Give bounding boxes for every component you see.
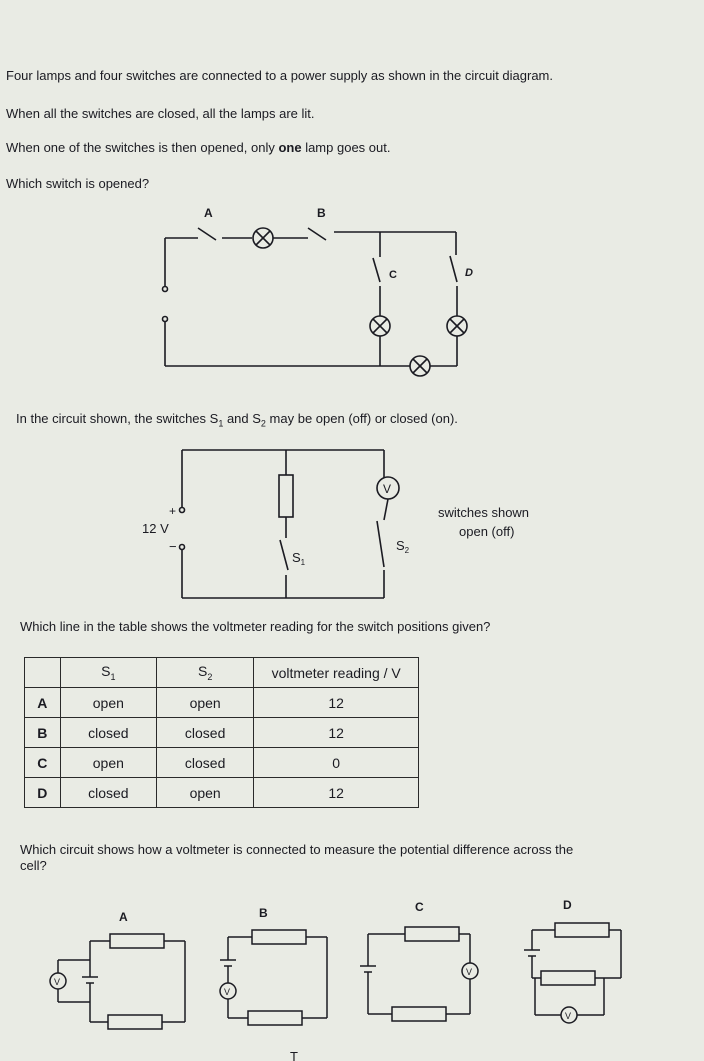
supply-label: 12 V [142,521,169,536]
q2-intro-mid: and S [223,411,261,426]
q1-line3-post: lamp goes out. [301,140,391,155]
switches-note-line2: open (off) [459,524,515,539]
option-a-voltmeter: V [54,977,61,987]
row-reading: 12 [254,718,419,748]
row-s2: open [157,778,254,808]
cut-off-text: T [290,1049,298,1061]
row-key: B [25,718,61,748]
q1-line2: When all the switches are closed, all the lamps are lit. [6,106,315,121]
q2-intro-sub1: 1 [218,418,224,429]
row-reading: 12 [254,778,419,808]
option-d-circuit [524,923,621,1023]
switch-label-c: C [389,269,397,281]
switch-label-d: D [465,267,473,279]
switch-label-b: B [317,206,326,220]
option-label-d: D [563,898,572,912]
header-s2-letter: S [197,663,208,680]
q1-line4: Which switch is opened? [6,176,150,191]
option-b-circuit [220,930,327,1025]
q2-intro-sub2: 2 [260,418,266,429]
q3-question-line2: cell? [20,858,47,873]
row-s1: open [60,748,156,778]
q2-question: Which line in the table shows the voltmeter reading for the switch positions given? [20,619,491,634]
row-reading: 0 [254,748,419,778]
q1-line3-bold: one [278,140,302,155]
row-s1: closed [60,778,156,808]
option-label-a: A [119,910,128,924]
row-s1: closed [60,718,156,748]
option-c-circuit [360,927,478,1021]
header-s1-sub: 1 [110,671,116,682]
q1-line3-pre: When one of the switches is then opened, only [6,140,279,155]
q3-question-line1: Which circuit shows how a voltmeter is connected to measure the potential difference across the [20,842,574,857]
voltmeter-label: V [383,482,392,496]
q2-intro-pre: In the circuit shown, the switches S [16,411,219,426]
row-reading: 12 [254,688,419,718]
option-c-voltmeter: V [466,967,473,977]
option-a-circuit [50,934,185,1029]
switches-note-line1: switches shown [438,505,530,520]
row-key: C [25,748,61,778]
supply-plus: + [169,504,177,518]
header-s2-sub: 2 [207,671,213,682]
q2-intro-post: may be open (off) or closed (on). [265,411,458,426]
switch-s1-sub: 1 [300,558,306,567]
option-label-b: B [259,906,268,920]
option-d-voltmeter: V [565,1011,572,1021]
option-b-voltmeter: V [224,987,231,997]
row-s2: closed [157,718,254,748]
switch-s2-sub: 2 [404,546,410,555]
row-key: D [25,778,61,808]
switch-s2-letter: S [396,538,405,553]
supply-minus: − [169,539,177,554]
row-s2: closed [157,748,254,778]
row-s2: open [157,688,254,718]
row-key: A [25,688,61,718]
switch-s1-letter: S [292,550,301,565]
row-s1: open [60,688,156,718]
table-header-reading: voltmeter reading / V [254,658,419,688]
switch-label-a: A [204,206,213,220]
q1-line1: Four lamps and four switches are connected to a power supply as shown in the circuit diagram. [6,68,553,83]
option-label-c: C [415,900,424,914]
header-s1-letter: S [101,663,111,680]
